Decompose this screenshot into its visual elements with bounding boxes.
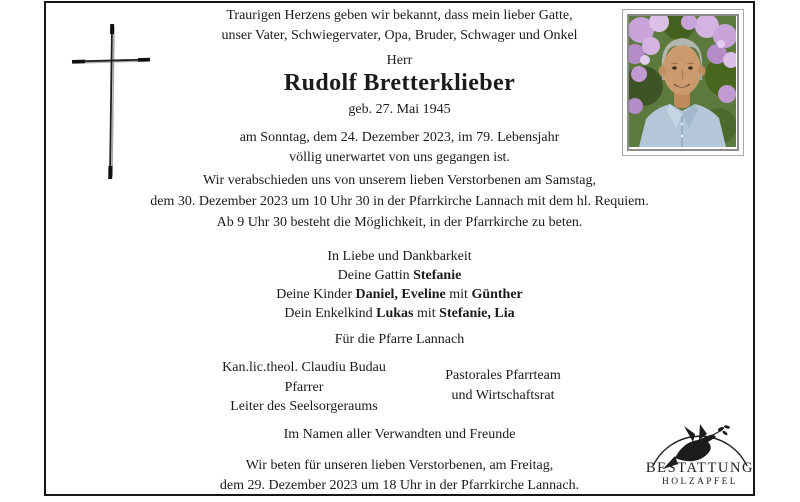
logo-location-name: HOLZAPFEL: [662, 477, 738, 487]
children-names: Daniel, Eveline: [355, 287, 446, 302]
children-prefix: Deine Kinder: [276, 287, 356, 302]
farewell-line-1: Wir verabschieden uns von unserem lieben Verstorbenen am Samstag,: [202, 173, 596, 188]
children-partner: Günther: [471, 287, 523, 302]
clergy-title: Pfarrer: [284, 380, 324, 395]
mourner-wife: [44, 267, 755, 286]
parish-team-line-1: Pastorales Pfarrteam: [445, 368, 561, 383]
farewell-line-3: Ab 9 Uhr 30 besteht die Möglichkeit, in der Pfarrkirche zu beten.: [216, 215, 583, 230]
mourner-grandchild: [44, 305, 755, 324]
wife-prefix: Deine Gattin: [337, 268, 414, 283]
death-line-2: völlig unerwartet von uns gegangen ist.: [289, 150, 510, 165]
funeral-home-logo: [640, 424, 760, 494]
prayer-line-2: dem 29. Dezember 2023 um 18 Uhr in der Pfarrkirche Lannach.: [219, 478, 580, 493]
prayer-line-1: Wir beten für unseren lieben Verstorbenen, am Freitag,: [245, 458, 554, 473]
parish-team-line-2: und Wirtschaftsrat: [451, 388, 555, 403]
clergy-name: Kan.lic.theol. Claudiu Budau: [222, 360, 386, 375]
children-mid: mit: [445, 287, 472, 302]
grandchild-partners: Stefanie, Lia: [439, 306, 515, 321]
logo-company-name: BESTATTUNG: [645, 460, 755, 476]
birth-date: geb. 27. Mai 1945: [348, 102, 451, 117]
salutation: Herr: [386, 53, 413, 68]
intro-line-1: Traurigen Herzens geben wir bekannt, dass mein lieber Gatte,: [226, 8, 573, 23]
wife-name: Stefanie: [413, 268, 462, 283]
parish-heading: Für die Pfarre Lannach: [334, 332, 465, 347]
deceased-name: Rudolf Bretterklieber: [283, 70, 516, 96]
death-line-1: am Sonntag, dem 24. Dezember 2023, im 79. Lebensjahr: [239, 130, 560, 145]
intro-line-2: unser Vater, Schwiegervater, Opa, Bruder, Schwager und Onkel: [221, 28, 578, 43]
grandchild-prefix: Dein Enkelkind: [284, 306, 377, 321]
farewell-line-2: dem 30. Dezember 2023 um 10 Uhr 30 in der Pfarrkirche Lannach mit dem hl. Requiem.: [150, 194, 649, 209]
grandchild-name: Lukas: [376, 306, 414, 321]
grandchild-mid: mit: [413, 306, 440, 321]
mourner-children: [44, 286, 755, 305]
mourners-heading: In Liebe und Dankbarkeit: [327, 249, 472, 264]
clergy-role: Leiter des Seelsorgeraums: [230, 399, 378, 414]
in-name-of: Im Namen aller Verwandten und Freunde: [283, 427, 516, 442]
